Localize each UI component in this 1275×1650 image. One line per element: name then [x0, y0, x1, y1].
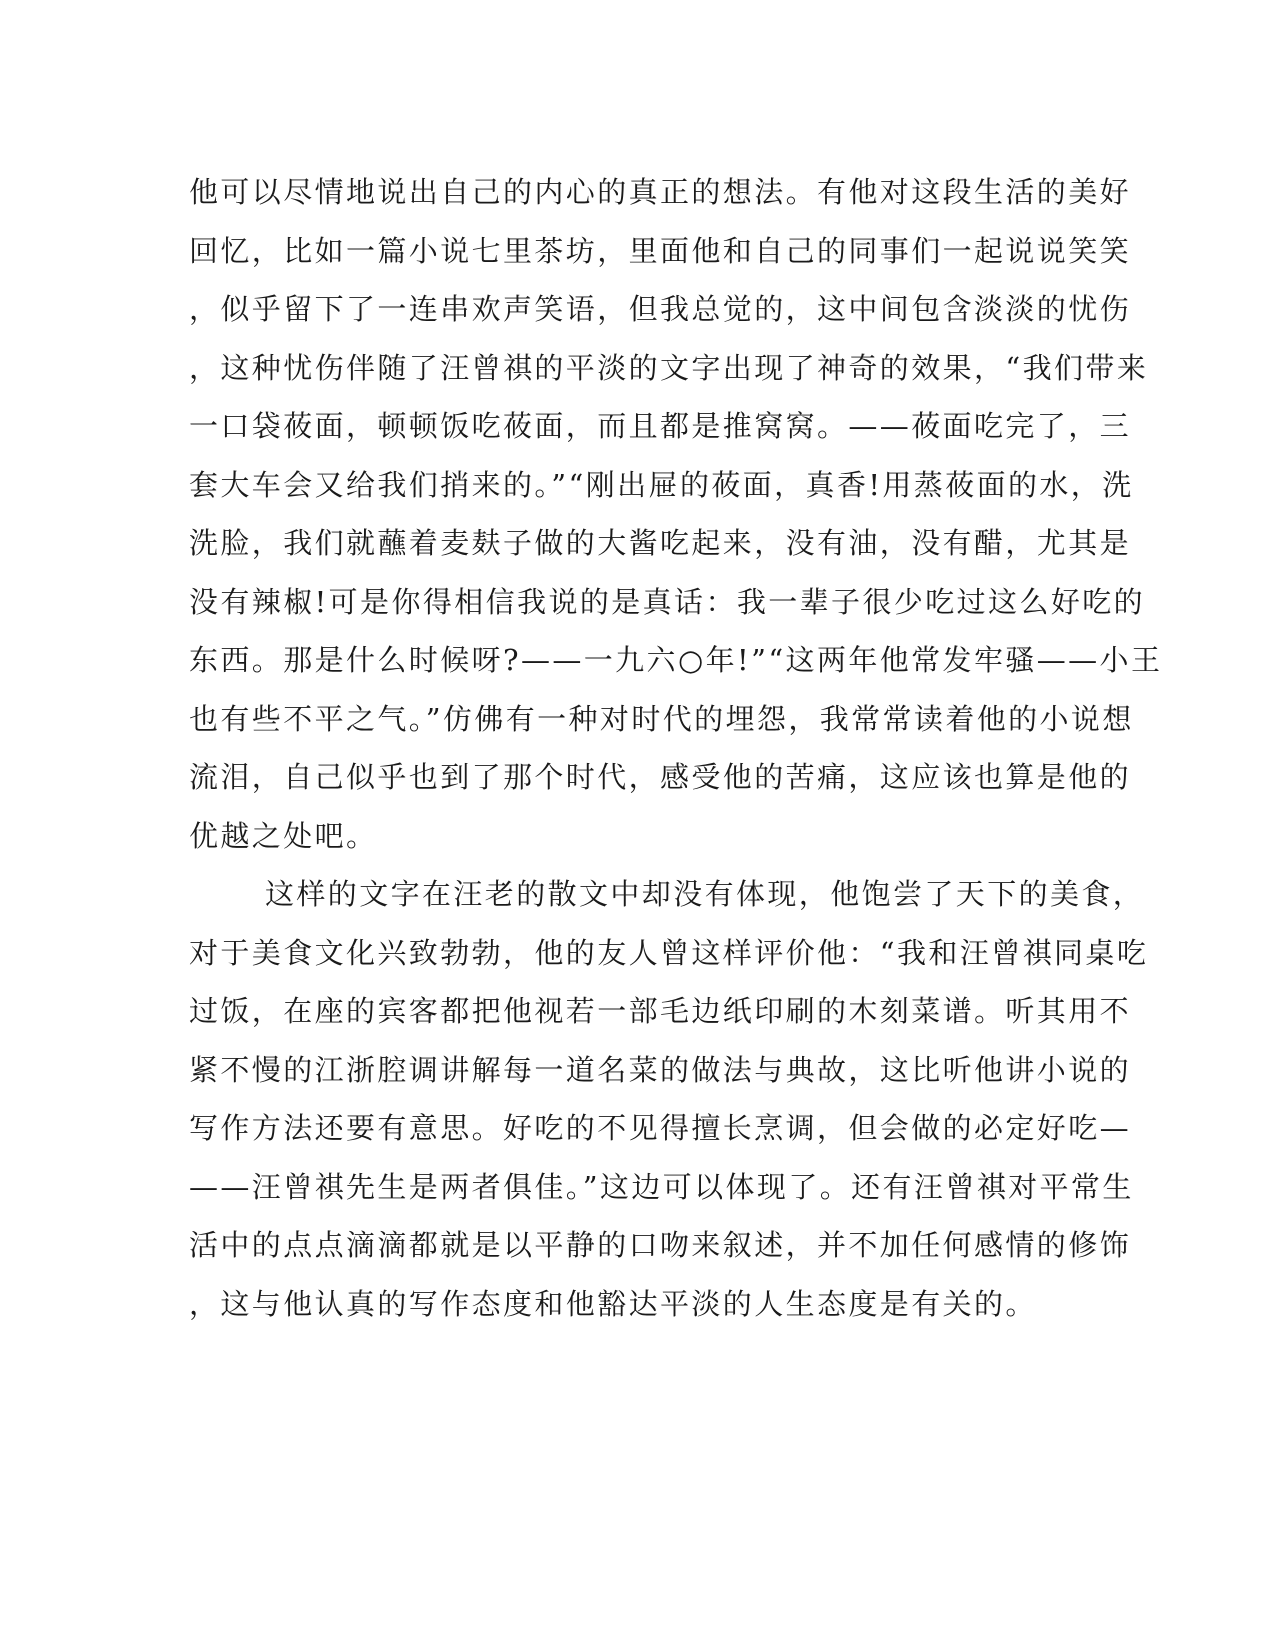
text-line: ，这种忧伤伴随了汪曾祺的平淡的文字出现了神奇的效果，“我们带来: [189, 350, 1149, 385]
text-line: 活中的点点滴滴都就是以平静的口吻来叙述，并不加任何感情的修饰: [189, 1228, 1132, 1262]
text-line: 也有些不平之气。”仿佛有一种对时代的埋怨，我常常读着他的小说想: [189, 701, 1134, 736]
text-line: ——汪曾祺先生是两者俱佳。”这边可以体现了。还有汪曾祺对平常生: [189, 1169, 1134, 1204]
paragraph-1: [189, 163, 1163, 865]
text-line: 回忆，比如一篇小说七里茶坊，里面他和自己的同事们一起说说笑笑: [189, 233, 1132, 268]
text-line: ，似乎留下了一连串欢声笑语，但我总觉的，这中间包含淡淡的忧伤: [189, 292, 1132, 326]
text-line: 洗脸，我们就蘸着麦麸子做的大酱吃起来，没有油，没有醋，尤其是: [189, 526, 1132, 560]
text-line: 这样的文字在汪老的散文中却没有体现，他饱尝了天下的美食，: [265, 877, 1145, 911]
text-line: ，这与他认真的写作态度和他豁达平淡的人生态度是有关的。: [189, 1286, 1037, 1321]
text-line: 他可以尽情地说出自己的内心的真正的想法。有他对这段生活的美好: [189, 175, 1132, 209]
text-line: 写作方法还要有意思。好吃的不见得擅长烹调，但会做的必定好吃—: [189, 1111, 1132, 1145]
text-line: 紧不慢的江浙腔调讲解每一道名菜的做法与典故，这比听他讲小说的: [189, 1052, 1132, 1087]
text-line: 优越之处吧。: [189, 818, 378, 853]
text-line: 对于美食文化兴致勃勃，他的友人曾这样评价他：“我和汪曾祺同桌吃: [189, 935, 1149, 970]
body-text: [189, 163, 1163, 1333]
text-line: 一口袋莜面，顿顿饭吃莜面，而且都是推窝窝。——莜面吃完了，三: [189, 409, 1132, 443]
paragraph-2: [189, 865, 1149, 1333]
text-line: 套大车会又给我们捎来的。”“刚出屉的莜面，真香!用蒸莜面的水，洗: [189, 467, 1134, 502]
text-line: 东西。那是什么时候呀?——一九六○年!”“这两年他常发牢骚——小王: [189, 643, 1163, 677]
text-line: 过饭，在座的宾客都把他视若一部毛边纸印刷的木刻菜谱。听其用不: [189, 994, 1132, 1028]
text-line: 没有辣椒!可是你得相信我说的是真话：我一辈子很少吃过这么好吃的: [189, 584, 1146, 619]
text-line: 流泪，自己似乎也到了那个时代，感受他的苦痛，这应该也算是他的: [189, 760, 1132, 794]
